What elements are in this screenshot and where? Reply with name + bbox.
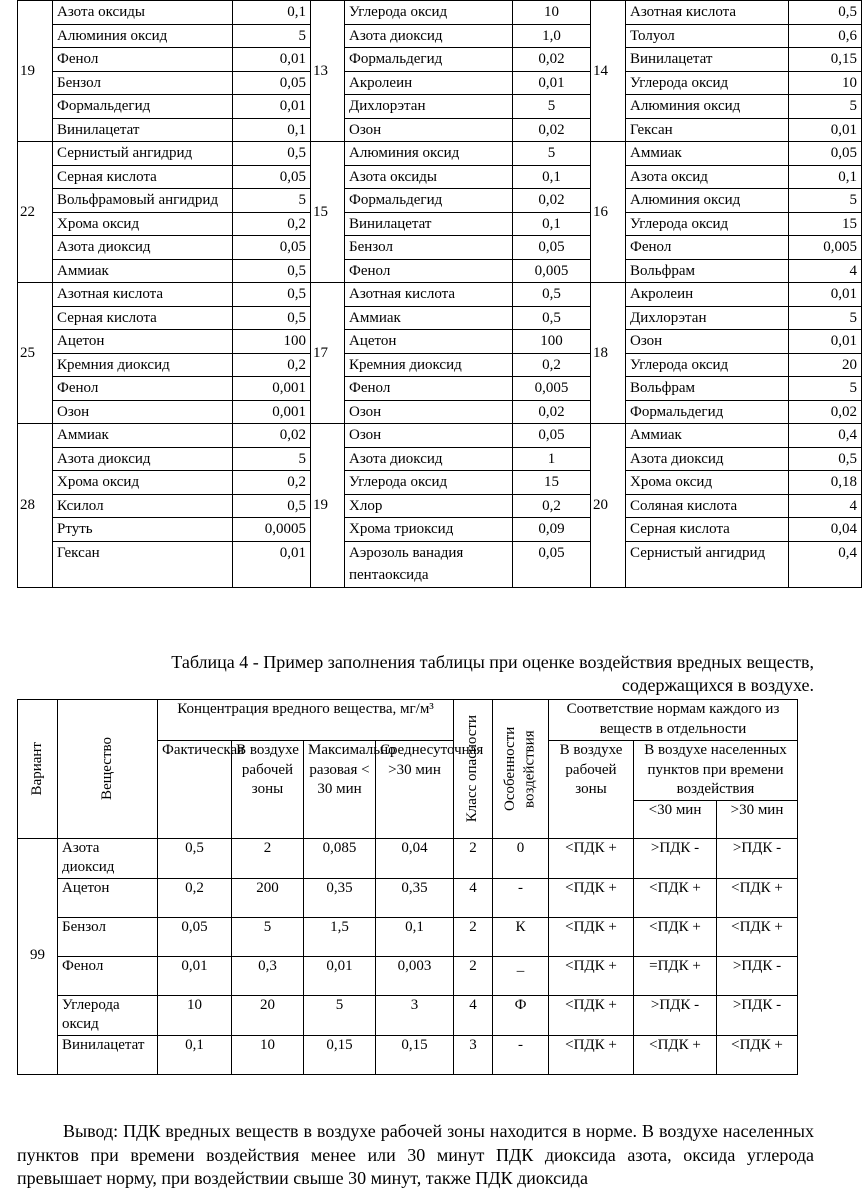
concentration-value: 10 <box>513 1 591 25</box>
variant-row <box>18 447 862 471</box>
substance-name: Алюминия оксид <box>626 95 789 119</box>
concentration-value: 0,05 <box>513 541 591 587</box>
concentration-value: 0,6 <box>789 24 862 48</box>
substance-name: Азота оксид <box>626 165 789 189</box>
cell-feat: К <box>493 917 549 956</box>
variant-row <box>18 236 862 260</box>
concentration-value: 0,02 <box>513 400 591 424</box>
concentration-value: 0,0005 <box>233 518 311 542</box>
cell-feat: 0 <box>493 838 549 878</box>
substance-name: Озон <box>345 400 513 424</box>
cell-max: 1,5 <box>304 917 376 956</box>
concentration-value: 0,5 <box>789 1 862 25</box>
header-actual: Фактическая <box>158 741 232 839</box>
header-gt30: >30 мин <box>717 800 798 838</box>
variant-row <box>18 494 862 518</box>
concentration-value: 0,05 <box>233 165 311 189</box>
concentration-value: 0,18 <box>789 471 862 495</box>
cell-avg: 0,1 <box>376 917 454 956</box>
concentration-value: 0,2 <box>233 353 311 377</box>
substance-name: Дихлорэтан <box>345 95 513 119</box>
variant-row <box>18 165 862 189</box>
substance-name: Фенол <box>53 48 233 72</box>
substance-name: Фенол <box>626 236 789 260</box>
concentration-value: 0,5 <box>233 142 311 166</box>
cell-cls: 2 <box>454 838 493 878</box>
substance-name: Алюминия оксид <box>626 189 789 213</box>
concentration-value: 0,2 <box>233 471 311 495</box>
substance-name: Азота диоксид <box>345 24 513 48</box>
substance-name: Акролеин <box>345 71 513 95</box>
substance-name: Винилацетат <box>626 48 789 72</box>
substance-name: Хрома оксид <box>53 212 233 236</box>
cell-substance: Ацетон <box>58 878 158 917</box>
cell-actual: 0,05 <box>158 917 232 956</box>
variant-number: 22 <box>18 142 53 283</box>
variant-number: 14 <box>591 1 626 142</box>
concentration-value: 5 <box>789 306 862 330</box>
substance-name: Сернистый ангидрид <box>626 541 789 587</box>
substance-name: Серная кислота <box>53 306 233 330</box>
cell-c-gt: >ПДК - <box>717 995 798 1035</box>
substance-name: Аммиак <box>626 142 789 166</box>
concentration-value: 0,4 <box>789 541 862 587</box>
cell-cls: 4 <box>454 878 493 917</box>
substance-name: Бензол <box>345 236 513 260</box>
cell-substance: Фенол <box>58 956 158 995</box>
concentration-value: 1 <box>513 447 591 471</box>
substance-name: Вольфрам <box>626 259 789 283</box>
concentration-value: 0,05 <box>233 236 311 260</box>
substance-name: Кремния диоксид <box>345 353 513 377</box>
concentration-value: 0,1 <box>513 212 591 236</box>
header-comp-pop: В воздухе населенных пунктов при времени воздействия <box>634 741 798 801</box>
substance-name: Хрома триоксид <box>345 518 513 542</box>
substance-name: Алюминия оксид <box>53 24 233 48</box>
substance-name: Хрома оксид <box>626 471 789 495</box>
concentration-value: 0,001 <box>233 400 311 424</box>
substance-name: Аммиак <box>53 259 233 283</box>
substance-name: Хлор <box>345 494 513 518</box>
substance-name: Углерода оксид <box>345 471 513 495</box>
variant-number: 13 <box>311 1 345 142</box>
cell-max: 0,085 <box>304 838 376 878</box>
concentration-value: 0,01 <box>233 48 311 72</box>
concentration-value: 0,01 <box>233 541 311 587</box>
header-daily-avg: Среднесуточная >30 мин <box>376 741 454 839</box>
variant-row <box>18 189 862 213</box>
concentration-value: 4 <box>789 259 862 283</box>
substance-name: Азота диоксид <box>53 447 233 471</box>
concentration-value: 0,01 <box>789 283 862 307</box>
substance-name: Азотная кислота <box>626 1 789 25</box>
concentration-value: 0,1 <box>513 165 591 189</box>
cell-c-lt: <ПДК + <box>634 1035 717 1074</box>
cell-c-gt: >ПДК - <box>717 956 798 995</box>
concentration-value: 5 <box>789 189 862 213</box>
variant-row <box>18 71 862 95</box>
cell-c-work: <ПДК + <box>549 1035 634 1074</box>
substance-name: Кремния диоксид <box>53 353 233 377</box>
header-variant: Вариант <box>18 700 58 839</box>
header-concentration: Концентрация вредного вещества, мг/м³ <box>158 700 454 741</box>
concentration-value: 0,05 <box>789 142 862 166</box>
cell-work: 0,3 <box>232 956 304 995</box>
substance-name: Углерода оксид <box>345 1 513 25</box>
variant-row <box>18 353 862 377</box>
concentration-value: 100 <box>513 330 591 354</box>
cell-c-gt: <ПДК + <box>717 878 798 917</box>
concentration-value: 0,2 <box>513 353 591 377</box>
concentration-value: 5 <box>789 95 862 119</box>
header-substance: Вещество <box>58 700 158 839</box>
substance-name: Ртуть <box>53 518 233 542</box>
substance-name: Озон <box>53 400 233 424</box>
substance-name: Фенол <box>53 377 233 401</box>
variant-row <box>18 330 862 354</box>
variant-row <box>18 518 862 542</box>
concentration-value: 0,5 <box>789 447 862 471</box>
substance-name: Азота диоксид <box>345 447 513 471</box>
variant-row <box>18 306 862 330</box>
cell-work: 20 <box>232 995 304 1035</box>
substance-name: Гексан <box>626 118 789 142</box>
concentration-value: 0,02 <box>789 400 862 424</box>
variant-row <box>18 400 862 424</box>
substance-name: Вольфрамовый ангидрид <box>53 189 233 213</box>
cell-work: 10 <box>232 1035 304 1074</box>
substance-name: Аэрозоль ванадия пентаоксида <box>345 541 513 587</box>
table-caption: Таблица 4 - Пример заполнения таблицы при оценке воздействия вредных веществ, <box>171 652 814 672</box>
concentration-value: 0,5 <box>513 283 591 307</box>
concentration-value: 0,001 <box>233 377 311 401</box>
substance-name: Азота оксиды <box>53 1 233 25</box>
variant-cell: 99 <box>18 838 58 1074</box>
cell-cls: 2 <box>454 956 493 995</box>
concentration-value: 0,02 <box>513 118 591 142</box>
substance-name: Формальдегид <box>626 400 789 424</box>
cell-avg: 0,35 <box>376 878 454 917</box>
concentration-value: 0,02 <box>513 48 591 72</box>
concentration-value: 0,05 <box>513 424 591 448</box>
concentration-value: 0,15 <box>789 48 862 72</box>
cell-cls: 4 <box>454 995 493 1035</box>
header-max-once: Максимально разовая < 30 мин <box>304 741 376 839</box>
substance-name: Азота диоксид <box>626 447 789 471</box>
concentration-value: 5 <box>233 189 311 213</box>
cell-substance: Углерода оксид <box>58 995 158 1035</box>
variant-row <box>18 24 862 48</box>
substance-name: Азота диоксид <box>53 236 233 260</box>
variant-row <box>18 259 862 283</box>
variant-row <box>18 541 862 587</box>
substance-name: Толуол <box>626 24 789 48</box>
table-row <box>18 917 798 956</box>
substance-name: Формальдегид <box>345 189 513 213</box>
variant-number: 16 <box>591 142 626 283</box>
substance-name: Азота оксиды <box>345 165 513 189</box>
substance-name: Азотная кислота <box>53 283 233 307</box>
cell-c-work: <ПДК + <box>549 917 634 956</box>
cell-actual: 0,2 <box>158 878 232 917</box>
concentration-value: 0,5 <box>233 259 311 283</box>
concentration-value: 4 <box>789 494 862 518</box>
table-row <box>18 1035 798 1074</box>
cell-work: 2 <box>232 838 304 878</box>
concentration-value: 100 <box>233 330 311 354</box>
concentration-value: 0,01 <box>513 71 591 95</box>
variant-row <box>18 283 862 307</box>
variant-row <box>18 118 862 142</box>
variant-row <box>18 48 862 72</box>
cell-substance: Бензол <box>58 917 158 956</box>
concentration-value: 5 <box>789 377 862 401</box>
concentration-value: 5 <box>233 24 311 48</box>
concentration-value: 0,01 <box>233 95 311 119</box>
substance-name: Формальдегид <box>345 48 513 72</box>
concentration-value: 15 <box>513 471 591 495</box>
concentration-value: 0,2 <box>233 212 311 236</box>
substance-name: Азотная кислота <box>345 283 513 307</box>
cell-avg: 0,003 <box>376 956 454 995</box>
concentration-value: 0,1 <box>789 165 862 189</box>
concentration-value: 0,05 <box>233 71 311 95</box>
cell-cls: 2 <box>454 917 493 956</box>
header-features: Особенности воздействия <box>493 700 549 839</box>
substance-name: Вольфрам <box>626 377 789 401</box>
concentration-value: 1,0 <box>513 24 591 48</box>
substance-name: Фенол <box>345 259 513 283</box>
substance-name: Аммиак <box>626 424 789 448</box>
cell-avg: 0,04 <box>376 838 454 878</box>
cell-c-gt: <ПДК + <box>717 1035 798 1074</box>
variant-number: 25 <box>18 283 53 424</box>
concentration-value: 20 <box>789 353 862 377</box>
substance-name: Углерода оксид <box>626 212 789 236</box>
substance-name: Серная кислота <box>626 518 789 542</box>
concentration-value: 0,005 <box>513 377 591 401</box>
variant-row <box>18 212 862 236</box>
header-work-zone: В воздухе рабочей зоны <box>232 741 304 839</box>
cell-actual: 0,5 <box>158 838 232 878</box>
cell-max: 0,01 <box>304 956 376 995</box>
assessment-table <box>17 699 798 1075</box>
table-row <box>18 995 798 1035</box>
table-caption-continued: содержащихся в воздухе. <box>621 675 814 695</box>
conclusion <box>17 1120 814 1191</box>
concentration-value: 0,5 <box>233 306 311 330</box>
cell-substance: Азота диоксид <box>58 838 158 878</box>
cell-substance: Винилацетат <box>58 1035 158 1074</box>
concentration-value: 0,5 <box>513 306 591 330</box>
cell-c-work: <ПДК + <box>549 995 634 1035</box>
substance-name: Формальдегид <box>53 95 233 119</box>
substance-name: Озон <box>626 330 789 354</box>
table-row <box>18 878 798 917</box>
substance-name: Сернистый ангидрид <box>53 142 233 166</box>
concentration-value: 0,05 <box>513 236 591 260</box>
concentration-value: 0,005 <box>789 236 862 260</box>
cell-work: 200 <box>232 878 304 917</box>
cell-c-gt: <ПДК + <box>717 917 798 956</box>
concentration-value: 0,1 <box>233 118 311 142</box>
cell-actual: 0,1 <box>158 1035 232 1074</box>
cell-c-gt: >ПДК - <box>717 838 798 878</box>
substance-name: Соляная кислота <box>626 494 789 518</box>
concentration-value: 0,01 <box>789 118 862 142</box>
variant-row <box>18 1 862 25</box>
table-row <box>18 956 798 995</box>
concentration-value: 0,04 <box>789 518 862 542</box>
substance-name: Винилацетат <box>345 212 513 236</box>
substance-name: Фенол <box>345 377 513 401</box>
cell-actual: 0,01 <box>158 956 232 995</box>
substance-name: Серная кислота <box>53 165 233 189</box>
concentration-value: 10 <box>789 71 862 95</box>
cell-work: 5 <box>232 917 304 956</box>
header-hazard-class: Класс опасности <box>454 700 493 839</box>
substance-name: Ксилол <box>53 494 233 518</box>
cell-c-work: <ПДК + <box>549 956 634 995</box>
variant-number: 18 <box>591 283 626 424</box>
concentration-value: 0,09 <box>513 518 591 542</box>
variant-number: 17 <box>311 283 345 424</box>
substance-name: Гексан <box>53 541 233 587</box>
substance-name: Аммиак <box>345 306 513 330</box>
variant-row <box>18 471 862 495</box>
substance-name: Аммиак <box>53 424 233 448</box>
concentration-value: 0,1 <box>233 1 311 25</box>
concentration-value: 0,01 <box>789 330 862 354</box>
cell-max: 0,35 <box>304 878 376 917</box>
variant-number: 20 <box>591 424 626 588</box>
concentration-value: 0,5 <box>233 494 311 518</box>
concentration-value: 0,005 <box>513 259 591 283</box>
concentration-value: 5 <box>513 95 591 119</box>
concentration-value: 5 <box>233 447 311 471</box>
cell-c-work: <ПДК + <box>549 838 634 878</box>
variant-number: 19 <box>18 1 53 142</box>
cell-avg: 0,15 <box>376 1035 454 1074</box>
variant-row <box>18 142 862 166</box>
cell-feat: - <box>493 878 549 917</box>
substance-name: Озон <box>345 118 513 142</box>
substance-name: Озон <box>345 424 513 448</box>
substance-name: Хрома оксид <box>53 471 233 495</box>
cell-c-lt: <ПДК + <box>634 917 717 956</box>
header-compliance: Соответствие нормам каждого из веществ в отдельности <box>549 700 798 741</box>
header-lt30: <30 мин <box>634 800 717 838</box>
substance-name: Ацетон <box>53 330 233 354</box>
cell-max: 5 <box>304 995 376 1035</box>
cell-avg: 3 <box>376 995 454 1035</box>
concentration-value: 0,02 <box>233 424 311 448</box>
concentration-value: 0,4 <box>789 424 862 448</box>
cell-cls: 3 <box>454 1035 493 1074</box>
cell-c-lt: <ПДК + <box>634 878 717 917</box>
substance-name: Ацетон <box>345 330 513 354</box>
substance-name: Дихлорэтан <box>626 306 789 330</box>
cell-feat: _ <box>493 956 549 995</box>
cell-max: 0,15 <box>304 1035 376 1074</box>
variant-number: 19 <box>311 424 345 588</box>
concentration-value: 15 <box>789 212 862 236</box>
substance-name: Акролеин <box>626 283 789 307</box>
concentration-value: 0,02 <box>513 189 591 213</box>
table-row <box>18 838 798 878</box>
variant-row <box>18 377 862 401</box>
substance-name: Винилацетат <box>53 118 233 142</box>
concentration-value: 5 <box>513 142 591 166</box>
variant-number: 28 <box>18 424 53 588</box>
variant-row <box>18 95 862 119</box>
cell-feat: Ф <box>493 995 549 1035</box>
cell-feat: - <box>493 1035 549 1074</box>
header-comp-work: В воздухе рабочей зоны <box>549 741 634 839</box>
substance-name: Алюминия оксид <box>345 142 513 166</box>
concentration-value: 0,2 <box>513 494 591 518</box>
variant-number: 15 <box>311 142 345 283</box>
variant-substance-table <box>17 0 862 588</box>
substance-name: Углерода оксид <box>626 71 789 95</box>
substance-name: Бензол <box>53 71 233 95</box>
conclusion-text: Вывод: ПДК вредных веществ в воздухе рабочей зоны находится в норме. В воздухе населенных пунктов при времени воздействия менее или 30 минут ПДК диоксида азота, оксида углерода превышает норму, при воздействии свыше 30 минут, также ПДК диоксида <box>17 1121 814 1188</box>
concentration-value: 0,5 <box>233 283 311 307</box>
cell-c-work: <ПДК + <box>549 878 634 917</box>
cell-c-lt: =ПДК + <box>634 956 717 995</box>
variant-row <box>18 424 862 448</box>
cell-c-lt: >ПДК - <box>634 838 717 878</box>
substance-name: Углерода оксид <box>626 353 789 377</box>
cell-actual: 10 <box>158 995 232 1035</box>
cell-c-lt: >ПДК - <box>634 995 717 1035</box>
